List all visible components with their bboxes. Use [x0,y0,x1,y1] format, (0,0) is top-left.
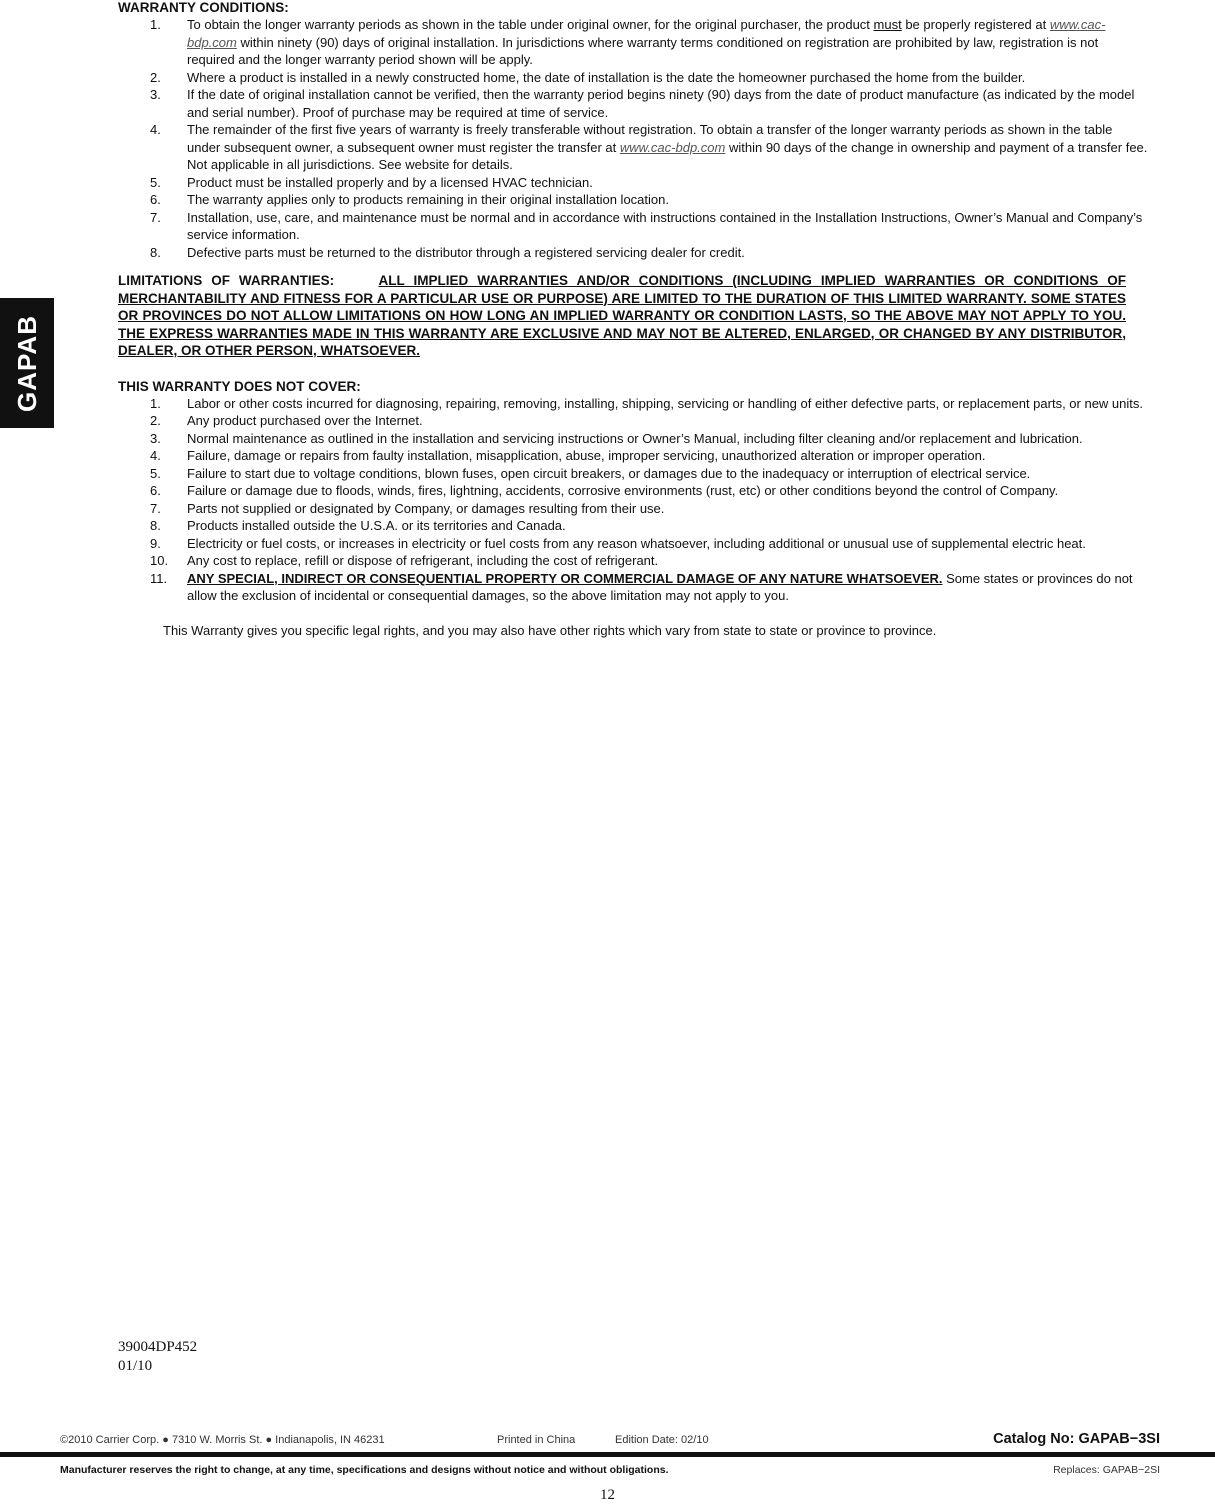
page-number: 12 [600,1487,615,1503]
item-number: 4. [150,122,161,137]
item-number: 1. [150,17,161,32]
limitations-paragraph [118,272,1126,360]
item-text: Product must be installed properly and by a licensed HVAC technician. [187,174,593,190]
warranty-conditions-list [118,16,1148,261]
item-number: 4. [150,448,161,463]
item-text: Any cost to replace, refill or dispose of refrigerant, including the cost of refrigerant. [187,553,659,568]
item-text: Some states or provinces do not allow the exclusion of incidental or consequential damages, so the above limitation may not apply to you. [187,570,1133,603]
item-number: 8. [150,518,161,533]
not-cover-heading: THIS WARRANTY DOES NOT COVER: [118,378,361,394]
limitations-text: ALL IMPLIED WARRANTIES AND/OR CONDITIONS (INCLUDING IMPLIED WARRANTIES OR CONDITIONS OF MERCHANTABILITY AND FITNESS FOR A PARTICULAR USE OR PURPOSE) ARE LIMITED TO THE DURATION OF THIS LIMITED WARRANTY. SOME STATES OR PROVINCES DO NOT ALLOW LIMITATIONS ON HOW LONG AN IMPLIED WARRANTY OR CONDITION LASTS, SO THE ABOVE MAY NOT APPLY TO YOU. THE EXPRESS WARRANTIES MADE IN THIS WARRANTY ARE EXCLUSIVE AND MAY NOT BE ALTERED, ENLARGED, OR CHANGED BY ANY DISTRIBUTOR, DEALER, OR OTHER PERSON, WHATSOEVER. [118,273,1126,358]
list-item [118,244,1148,262]
item-text: within ninety (90) days of original installation. In jurisdictions where warranty terms conditioned on registration are prohibited by law, registration is not required and the longer warranty period shown will be apply. [187,34,1099,67]
list-item [118,500,1148,518]
item-number: 2. [150,69,161,85]
item-text: within 90 days of the change in ownership and payment of a transfer fee. Not applicable in all jurisdictions. See website for details. [187,139,1148,172]
item-number: 8. [150,244,161,260]
warranty-conditions-heading: WARRANTY CONDITIONS: [118,0,289,15]
main-content [118,0,1148,639]
consequential-damage-text: ANY SPECIAL, INDIRECT OR CONSEQUENTIAL PROPERTY OR COMMERCIAL DAMAGE OF ANY NATURE WHATSOEVER. [187,570,943,586]
item-number: 7. [150,209,161,225]
list-item [118,570,1148,605]
footer-address: ©2010 Carrier Corp. ● 7310 W. Morris St. ● Indianapolis, IN 46231 [60,1434,385,1446]
item-number: 5. [150,174,161,190]
list-item [118,209,1148,244]
item-text: Normal maintenance as outlined in the installation and servicing instructions or Owner’s Manual, including filter cleaning and/or replacement and lubrication. [187,430,1083,446]
footer-edition-date: Edition Date: 02/10 [615,1434,709,1446]
document-code: 39004DP452 [118,1339,198,1355]
item-text: Products installed outside the U.S.A. or its territories and Canada. [187,518,566,533]
footer-notice: Manufacturer reserves the right to change, at any time, specifications and designs without notice and without obligations. [60,1464,669,1476]
item-text: be properly registered at [901,17,1050,32]
item-number: 1. [150,395,161,411]
item-number: 5. [150,465,161,481]
catalog-number: Catalog No: GAPAB−3SI [993,1431,1160,1447]
footer-printed: Printed in China [497,1434,576,1446]
list-item [118,447,1148,465]
website-link[interactable]: www.cac-bdp.com [619,139,726,155]
item-number: 7. [150,500,161,516]
list-item [118,174,1148,192]
website-link[interactable]: www.cac-bdp.com [187,17,1106,50]
list-item [118,395,1148,413]
item-text: Any product purchased over the Internet. [187,413,423,428]
item-text: Where a product is installed in a newly constructed home, the date of installation is the date the homeowner purchased the home from the builder. [187,69,1026,85]
item-text: Failure or damage due to floods, winds, fires, lightning, accidents, corrosive environments (rust, etc) or other conditions beyond the control of Company. [187,483,1059,498]
list-item [118,535,1148,553]
item-text: The remainder of the first five years of warranty is freely transferable without registration. To obtain a transfer of the longer warranty periods as shown in the table under subsequent owner, a subsequent owner must register the transfer at [187,122,1113,155]
list-item [118,430,1148,448]
side-tab-label: GAPAB [11,314,42,412]
item-number: 9. [150,535,161,551]
item-number: 11. [150,570,168,586]
list-item [118,191,1148,209]
item-number: 3. [150,87,161,102]
list-item [118,16,1148,69]
document-date: 01/10 [118,1358,153,1374]
item-text: Labor or other costs incurred for diagnosing, repairing, removing, installing, shipping, servicing or handling of either defective parts, or replacement parts, or new units. [187,395,1144,411]
item-number: 6. [150,192,161,207]
item-number: 2. [150,413,161,428]
item-text: Defective parts must be returned to the distributor through a registered servicing dealer for credit. [187,244,745,260]
item-number: 10. [150,553,169,568]
side-tab [0,298,54,428]
limitations-label: LIMITATIONS OF WARRANTIES: [118,273,335,288]
item-text: Failure to start due to voltage conditions, blown fuses, open circuit breakers, or damages due to the inadequacy or interruption of electrical service. [187,465,1031,481]
list-item [118,121,1148,174]
list-item [118,412,1148,430]
item-text: If the date of original installation cannot be verified, then the warranty period begins ninety (90) days from the date of product manufacture (as indicated by the model and serial number). Proof of purchase may be required at time of service. [187,87,1135,120]
list-item [118,517,1148,535]
closing-statement: This Warranty gives you specific legal rights, and you may also have other rights which vary from state to state or province to province. [163,622,937,638]
item-text: Parts not supplied or designated by Company, or damages resulting from their use. [187,500,665,516]
list-item [118,482,1148,500]
item-text: Failure, damage or repairs from faulty installation, misapplication, abuse, improper servicing, unauthorized alteration or improper operation. [187,448,986,463]
list-item [118,465,1148,483]
item-number: 3. [150,430,161,446]
item-text: The warranty applies only to products remaining in their original installation location. [187,192,669,207]
item-number: 6. [150,483,161,498]
footer-divider [0,1452,1215,1457]
list-item [118,69,1148,87]
item-text: Electricity or fuel costs, or increases in electricity or fuel costs from any reason whatsoever, including additional or unusual use of supplemental electric heat. [187,535,1086,551]
item-text: Installation, use, care, and maintenance must be normal and in accordance with instructions contained in the Installation Instructions, Owner’s Manual and Company’s service information. [187,209,1143,242]
item-text: To obtain the longer warranty periods as shown in the table under original owner, for the original purchaser, the product [187,17,874,32]
list-item [118,552,1148,570]
not-cover-list [118,395,1148,605]
document-codes [118,1338,197,1376]
footer-replaces: Replaces: GAPAB−2SI [1053,1464,1160,1476]
emphasis-must: must [873,17,902,32]
list-item [118,86,1148,121]
